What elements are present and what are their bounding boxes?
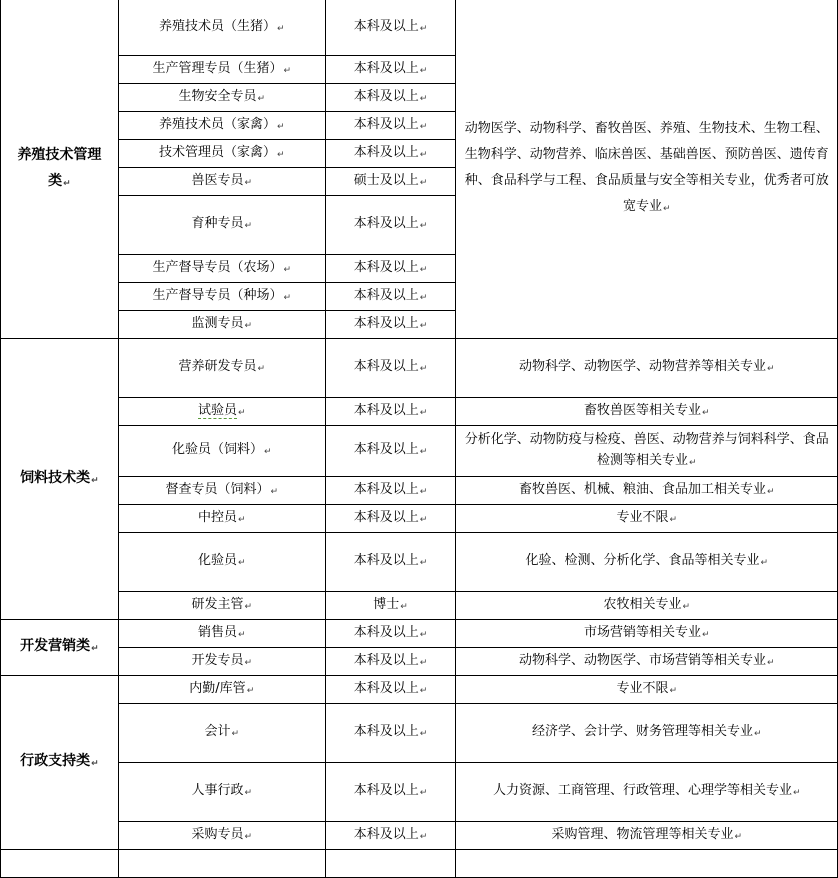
degree-cell: 本科及以上↵ [325, 704, 456, 763]
table-row [1, 850, 838, 878]
position-cell: 养殖技术员（家禽）↵ [118, 112, 325, 140]
empty-cell [456, 850, 838, 878]
major-cell: 专业不限↵ [456, 505, 838, 533]
degree-cell: 本科及以上↵ [325, 822, 456, 850]
table-row [1, 533, 838, 592]
position-cell: 生产管理专员（生猪）↵ [118, 56, 325, 84]
position-cell: 试验员↵ [118, 398, 325, 426]
degree-cell: 本科及以上↵ [325, 398, 456, 426]
degree-cell: 本科及以上↵ [325, 112, 456, 140]
position-cell: 养殖技术员（生猪）↵ [118, 0, 325, 56]
degree-cell: 本科及以上↵ [325, 84, 456, 112]
position-cell: 监测专员↵ [118, 311, 325, 339]
major-cell: 分析化学、动物防疫与检疫、兽医、动物营养与饲料科学、食品检测等相关专业↵ [456, 426, 838, 477]
empty-cell [1, 850, 119, 878]
degree-cell: 本科及以上↵ [325, 0, 456, 56]
degree-cell: 本科及以上↵ [325, 426, 456, 477]
position-cell: 会计↵ [118, 704, 325, 763]
position-cell: 督查专员（饲料）↵ [118, 477, 325, 505]
table-row [1, 426, 838, 477]
position-cell: 化验员（饲料）↵ [118, 426, 325, 477]
position-cell: 化验员↵ [118, 533, 325, 592]
position-cell: 兽医专员↵ [118, 168, 325, 196]
position-cell: 技术管理员（家禽）↵ [118, 140, 325, 168]
table-row [1, 339, 838, 398]
table-row [1, 822, 838, 850]
major-cell: 动物科学、动物医学、动物营养等相关专业↵ [456, 339, 838, 398]
degree-cell: 本科及以上↵ [325, 676, 456, 704]
table-row [1, 676, 838, 704]
position-cell: 销售员↵ [118, 620, 325, 648]
degree-cell: 本科及以上↵ [325, 620, 456, 648]
table-row [1, 648, 838, 676]
major-cell: 化验、检测、分析化学、食品等相关专业↵ [456, 533, 838, 592]
degree-cell: 本科及以上↵ [325, 533, 456, 592]
table-row [1, 763, 838, 822]
position-cell: 内勤/库管↵ [118, 676, 325, 704]
major-cell: 采购管理、物流管理等相关专业↵ [456, 822, 838, 850]
degree-cell: 本科及以上↵ [325, 505, 456, 533]
empty-cell [118, 850, 325, 878]
table-row [1, 505, 838, 533]
degree-cell: 本科及以上↵ [325, 196, 456, 255]
position-cell: 开发专员↵ [118, 648, 325, 676]
category-cell: 饲料技术类↵ [1, 339, 119, 620]
degree-cell: 本科及以上↵ [325, 255, 456, 283]
position-cell: 生物安全专员↵ [118, 84, 325, 112]
major-cell: 人力资源、工商管理、行政管理、心理学等相关专业↵ [456, 763, 838, 822]
major-cell: 畜牧兽医、机械、粮油、食品加工相关专业↵ [456, 477, 838, 505]
degree-cell: 本科及以上↵ [325, 311, 456, 339]
table-row [1, 704, 838, 763]
table-row [1, 620, 838, 648]
empty-cell [325, 850, 456, 878]
table-row [1, 592, 838, 620]
major-cell: 动物科学、动物医学、市场营销等相关专业↵ [456, 648, 838, 676]
position-cell: 营养研发专员↵ [118, 339, 325, 398]
major-cell: 市场营销等相关专业↵ [456, 620, 838, 648]
major-cell: 专业不限↵ [456, 676, 838, 704]
major-cell: 畜牧兽医等相关专业↵ [456, 398, 838, 426]
degree-cell: 本科及以上↵ [325, 648, 456, 676]
table-row [1, 398, 838, 426]
category-cell: 行政支持类↵ [1, 676, 119, 850]
position-cell: 采购专员↵ [118, 822, 325, 850]
position-cell: 育种专员↵ [118, 196, 325, 255]
degree-cell: 本科及以上↵ [325, 140, 456, 168]
table-row [1, 0, 838, 56]
degree-cell: 本科及以上↵ [325, 56, 456, 84]
position-cell: 研发主管↵ [118, 592, 325, 620]
category-cell: 开发营销类↵ [1, 620, 119, 676]
position-cell: 中控员↵ [118, 505, 325, 533]
degree-cell: 本科及以上↵ [325, 339, 456, 398]
position-cell: 人事行政↵ [118, 763, 325, 822]
position-cell: 生产督导专员（农场）↵ [118, 255, 325, 283]
degree-cell: 本科及以上↵ [325, 283, 456, 311]
degree-cell: 博士↵ [325, 592, 456, 620]
major-cell: 经济学、会计学、财务管理等相关专业↵ [456, 704, 838, 763]
position-cell: 生产督导专员（种场）↵ [118, 283, 325, 311]
major-cell: 农牧相关专业↵ [456, 592, 838, 620]
degree-cell: 本科及以上↵ [325, 477, 456, 505]
table-row [1, 477, 838, 505]
degree-cell: 硕士及以上↵ [325, 168, 456, 196]
degree-cell: 本科及以上↵ [325, 763, 456, 822]
major-cell: 动物医学、动物科学、畜牧兽医、养殖、生物技术、生物工程、生物科学、动物营养、临床兽医、基础兽医、预防兽医、遗传育种、食品科学与工程、食品质量与安全等相关专业，优秀者可放宽专业↵ [456, 0, 838, 339]
category-cell: 养殖技术管理类↵ [1, 0, 119, 339]
